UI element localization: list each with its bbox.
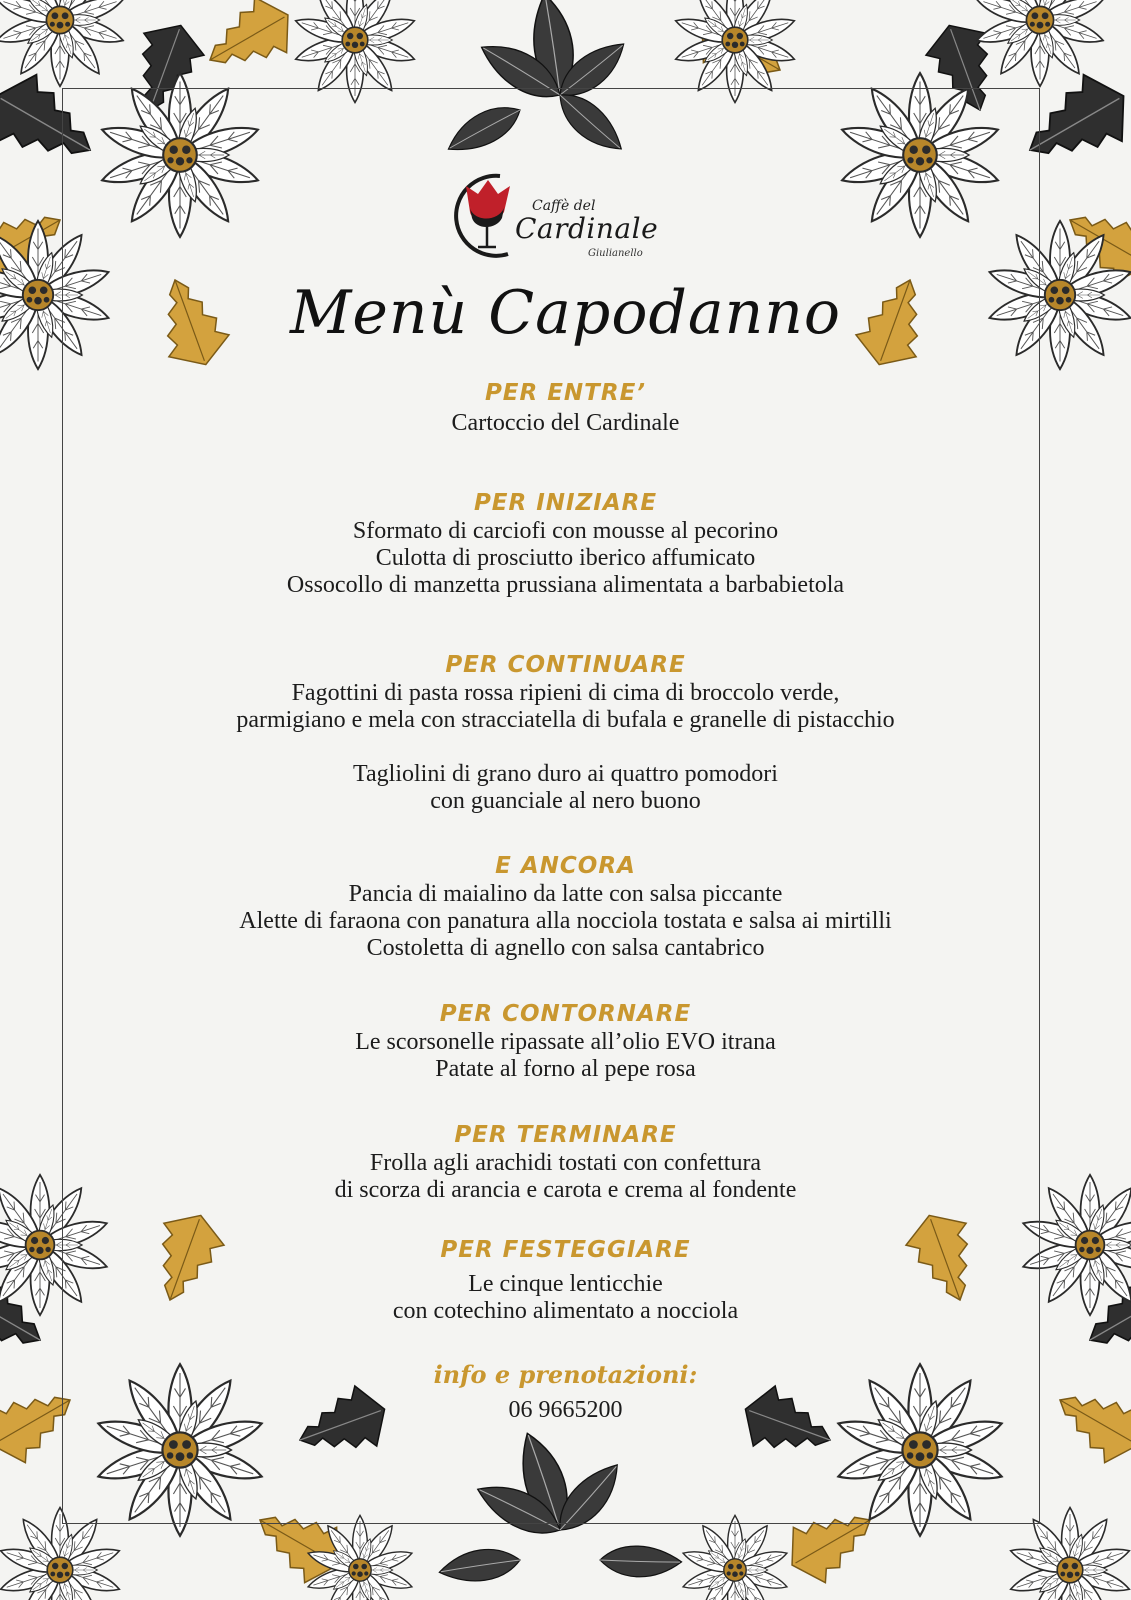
menu-item: Le cinque lenticchie [468,1271,663,1297]
section-heading: PER INIZIARE [473,490,658,516]
menu-item: parmigiano e mela con stracciatella di bufala e granelle di pistacchio [236,707,895,733]
menu-item: Patate al forno al pepe rosa [435,1056,696,1082]
menu-item: Costoletta di agnello con salsa cantabrico [366,935,765,961]
section-heading: PER TERMINARE [454,1122,677,1148]
menu-item: con guanciale al nero buono [430,788,701,814]
menu-item: Ossocollo di manzetta prussiana alimentata a barbabietola [286,572,845,598]
section-heading: PER ENTRE’ [484,380,647,406]
brand-place: Giulianello [588,248,643,259]
menu-item: Frolla agli arachidi tostati con confettura [369,1150,762,1176]
phone-number: 06 9665200 [508,1397,623,1423]
brand-caffe-text: Caffè del [532,198,596,214]
section-heading: PER FESTEGGIARE [440,1237,691,1263]
brand-logo [460,168,660,268]
menu-item: Fagottini di pasta rossa ripieni di cima di broccolo verde, [291,680,840,706]
menu-item: Culotta di prosciutto iberico affumicato [375,545,756,571]
menu-item: Alette di faraona con panatura alla nocciola tostata e salsa ai mirtilli [239,908,892,934]
section-heading: PER CONTORNARE [439,1001,692,1027]
menu-item: Le scorsonelle ripassate all’olio EVO itrana [355,1029,776,1055]
menu-item: Cartoccio del Cardinale [451,410,680,436]
section-heading: PER CONTINUARE [445,652,686,678]
menu-item: di scorza di arancia e carota e crema al fondente [334,1177,797,1203]
menu-item: Pancia di maialino da latte con salsa piccante [348,881,783,907]
menu-item: con cotechino alimentato a nocciola [392,1298,739,1324]
info-label: info e prenotazioni: [433,1360,698,1389]
menu-title: Menù Capodanno [289,278,842,348]
section-heading: E ANCORA [495,853,636,879]
brand-name: Cardinale [515,212,659,245]
menu-item: Tagliolini di grano duro ai quattro pomodori [353,761,778,787]
menu-item: Sformato di carciofi con mousse al pecorino [352,518,779,544]
